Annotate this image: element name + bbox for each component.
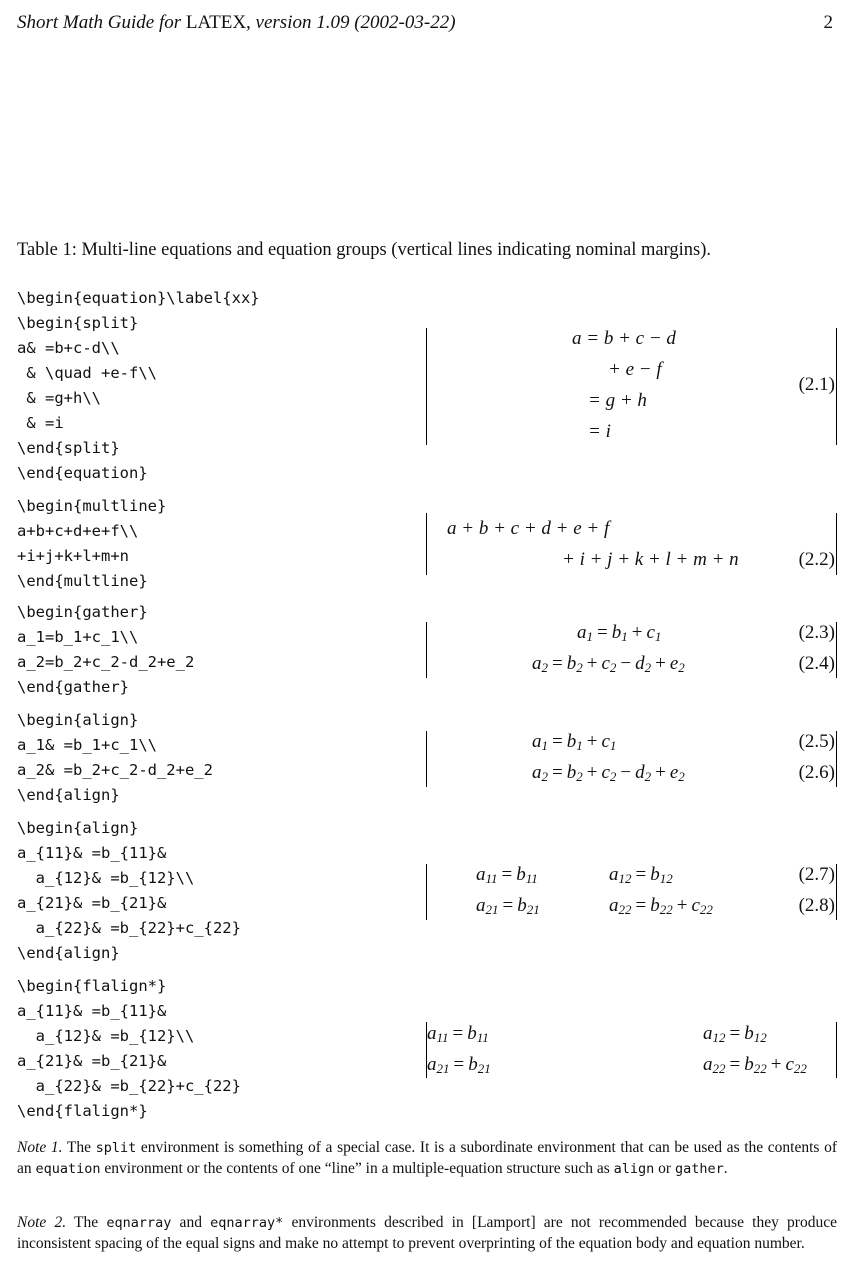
eq-multline-line-1: a + b + c + d + e + f [447,518,610,539]
eq-split-line-1: a = b + c − d [572,328,676,349]
left-margin-line [426,864,427,920]
left-margin-line [426,622,427,678]
left-margin-line [426,731,427,787]
note-1: Note 1. The split environment is something of a special case. It is a subordinate environment that can be used as the contents of an equation environment or the contents of one “line” in a multiple-equation structure such as align or gather. [17,1139,837,1177]
right-margin-line [836,622,837,678]
eq-gather-line-2: $a_2 = b_2 + c_2 - d_2 + e_2$ [532,653,685,675]
eq-align-line-1: $a_1 = b_1 + c_1$ [532,731,617,753]
right-margin-line [836,864,837,920]
right-margin-line [836,1022,837,1078]
code-split: \begin{equation}\label{xx} \begin{split} a& =b+c-d\\ & \quad +e-f\\ & =g+h\\ & =i \end{split} \end{equation} [17,289,260,482]
equation-number: (2.1) [798,374,835,395]
note-2: Note 2. The eqnarray and eqnarray* environments described in [Lamport] are not recommended because they produce inconsistent spacing of the equal signs and make no attempt to prevent overprinting of the equation body and equation number. [17,1214,837,1252]
eq-align2-r1c1: $a_{11} = b_{11}$ [476,864,538,886]
eq-gather-line-1: $a_1 = b_1 + c_1$ [577,622,662,644]
code-multline: \begin{multline} a+b+c+d+e+f\\ +i+j+k+l+m+n \end{multline} [17,497,167,590]
right-margin-line [836,513,837,575]
eq-align-line-2: $a_2 = b_2 + c_2 - d_2 + e_2$ [532,762,685,784]
eq-split-line-3: = g + h [588,390,647,411]
code-align: \begin{align} a_1& =b_1+c_1\\ a_2& =b_2+c_2-d_2+e_2 \end{align} [17,711,213,804]
equation-number: (2.7) [798,864,835,885]
eq-flalign-r1c2: $a_{12} = b_{12}$ [703,1023,767,1045]
running-header: Short Math Guide for LATEX, version 1.09 (2002-03-22) [17,12,456,33]
eq-flalign-r1c1: $a_{11} = b_{11}$ [427,1023,489,1045]
left-margin-line [426,328,427,445]
eq-flalign-r2c1: $a_{21} = b_{21}$ [427,1054,491,1076]
code-flalign: \begin{flalign*} a_{11}& =b_{11}& a_{12}& =b_{12}\\ a_{21}& =b_{21}& a_{22}& =b_{22}+c_{22} \end{flalign*} [17,977,241,1120]
equation-number: (2.3) [798,622,835,643]
page-number: 2 [823,12,833,33]
equation-number: (2.4) [798,653,835,674]
left-margin-line [426,513,427,575]
right-margin-line [836,731,837,787]
right-margin-line [836,328,837,445]
eq-flalign-r2c2: $a_{22} = b_{22} + c_{22}$ [703,1054,807,1076]
eq-align2-r1c2: $a_{12} = b_{12}$ [609,864,673,886]
code-align-two-column: \begin{align} a_{11}& =b_{11}& a_{12}& =b_{12}\\ a_{21}& =b_{21}& a_{22}& =b_{22}+c_{22} \end{align} [17,819,241,962]
code-gather: \begin{gather} a_1=b_1+c_1\\ a_2=b_2+c_2-d_2+e_2 \end{gather} [17,603,195,696]
eq-split-line-2: + e − f [608,359,662,380]
equation-number: (2.2) [798,549,835,570]
eq-split-line-4: = i [588,421,611,442]
eq-align2-r2c2: $a_{22} = b_{22} + c_{22}$ [609,895,713,917]
equation-number: (2.8) [798,895,835,916]
eq-multline-line-2: + i + j + k + l + m + n [562,549,739,570]
equation-number: (2.5) [798,731,835,752]
table-caption: Table 1: Multi-line equations and equation groups (vertical lines indicating nominal margins). [17,240,712,260]
equation-number: (2.6) [798,762,835,783]
eq-align2-r2c1: $a_{21} = b_{21}$ [476,895,540,917]
latex-logo: LATEX [185,12,247,33]
